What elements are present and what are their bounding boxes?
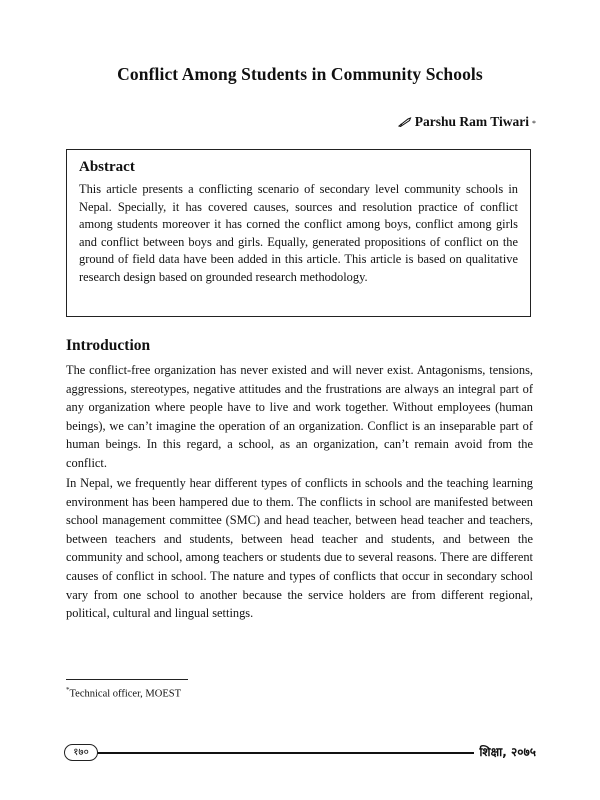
pen-icon bbox=[398, 115, 412, 125]
abstract-heading: Abstract bbox=[79, 159, 135, 175]
footnote bbox=[66, 686, 181, 700]
journal-name: शिक्षा, २०७५ bbox=[479, 745, 536, 759]
author-line bbox=[398, 114, 536, 130]
author-name: Parshu Ram Tiwari bbox=[414, 114, 529, 129]
page-footer bbox=[64, 744, 536, 762]
introduction-heading: Introduction bbox=[66, 337, 151, 354]
article-title: Conflict Among Students in Community Schools bbox=[117, 64, 483, 84]
introduction-paragraph-1: The conflict-free organization has never existed and will never exist. Antagonisms, tensions, aggressions, stereotypes, negative attitudes and the frustrations are always an integral part of any organization where people have to live and work together. Without employees (human beings), we can’t imagine the operation of an organization. Conflict is an inseparable part of human beings. In this regard, a school, as an organization, can’t remain avoid from the conflict. bbox=[66, 363, 533, 470]
abstract-box bbox=[66, 149, 531, 317]
abstract-text: This article presents a conflicting scenario of secondary level community schools in Nepal. Specially, it has covered causes, sources and resolution practice of conflict among students moreover it has corned the conflict among boys, conflict among girls and conflict between boys and girls. Equally, generated propositions of conflict on the ground of field data have been added in this article. This article is based on qualitative research design based on grounded research methodology. bbox=[79, 182, 518, 284]
introduction-paragraph-2: In Nepal, we frequently hear different types of conflicts in schools and the teaching learning environment has been hampered due to them. The conflicts in school are manifested between school management committee (SMC) and head teacher, between head teacher and teachers, between teachers and students, between head teacher and students, and between the community and school, among teachers or students due to several reasons. There are different causes of conflict in school. The nature and types of conflicts that occur in secondary school vary from one school to another because the service holders are from different regional, political, cultural and lingual settings. bbox=[66, 476, 533, 621]
footnote-marker: * bbox=[66, 686, 70, 694]
author-footnote-marker: * bbox=[532, 119, 536, 128]
footnote-divider bbox=[66, 679, 188, 680]
page-number: १७० bbox=[64, 744, 98, 761]
footnote-text: Technical officer, MOEST bbox=[69, 688, 181, 700]
footer-rule bbox=[94, 752, 474, 754]
